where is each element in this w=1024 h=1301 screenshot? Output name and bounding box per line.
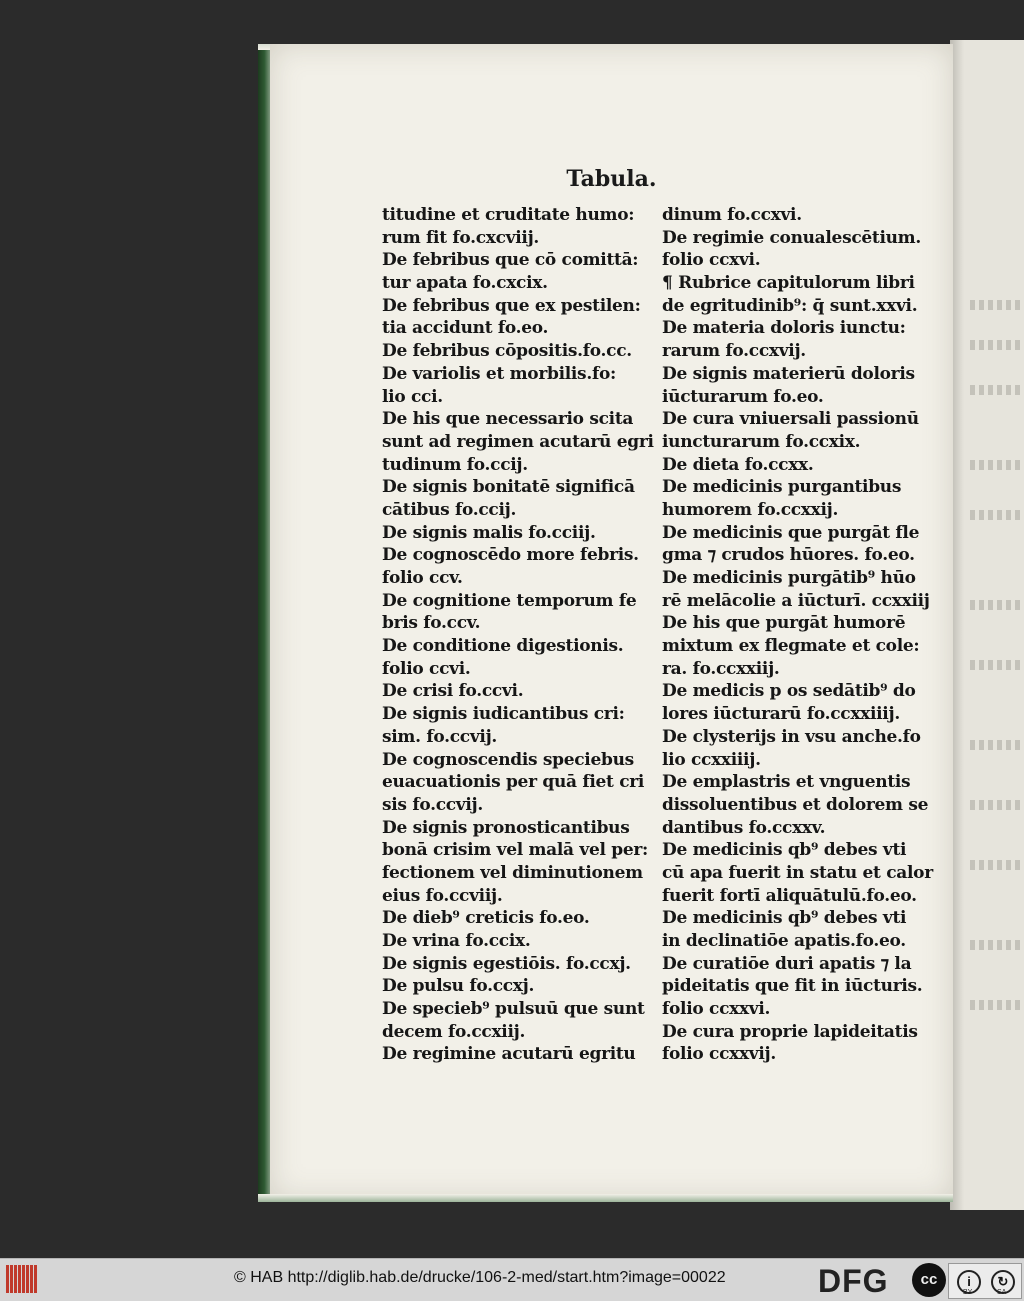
- text-line: folio ccxxvij.: [662, 1044, 777, 1065]
- text-line: De cognitione temporum fe: [382, 590, 637, 611]
- text-line: De materia doloris iunctu:: [662, 318, 906, 339]
- by-label: BY: [963, 1289, 973, 1296]
- text-line: De dieta fo.ccxx.: [662, 454, 814, 475]
- text-line: De curatiōe duri apatis ⁊ la: [662, 953, 912, 974]
- text-line: De cognoscēdo more febris.: [382, 545, 639, 566]
- text-line: lores iūcturarū fo.ccxxiiij.: [662, 704, 900, 725]
- text-line: tia accidunt fo.eo.: [382, 318, 549, 339]
- text-line: De crisi fo.ccvi.: [382, 681, 524, 702]
- text-line: De signis bonitatē significā: [382, 477, 635, 498]
- text-line: sim. fo.ccvij.: [382, 726, 498, 747]
- text-line: De medicinis purgantibus: [662, 477, 902, 498]
- text-line: De his que purgāt humorē: [662, 613, 906, 634]
- text-line: De medicinis qb⁹ debes vti: [662, 908, 907, 929]
- text-line: De febribus cōpositis.fo.cc.: [382, 341, 632, 362]
- text-line: tur apata fo.cxcix.: [382, 273, 548, 294]
- right-column: [662, 204, 938, 1066]
- text-line: bonā crisim vel malā vel per:: [382, 840, 648, 861]
- text-line: De specieb⁹ pulsuū que sunt: [382, 999, 645, 1020]
- text-line: De medicinis que purgāt fle: [662, 522, 920, 543]
- text-line: mixtum ex flegmate et cole:: [662, 636, 920, 657]
- text-line: bris fo.ccv.: [382, 613, 481, 634]
- text-line: titudine et cruditate humo:: [382, 205, 635, 225]
- text-line: ¶ Rubrice capitulorum libri: [662, 273, 915, 294]
- cc-logo-icon: cc: [912, 1263, 946, 1297]
- text-line: pideitatis que fit in iūcturis.: [662, 976, 923, 997]
- text-line: De his que necessario scita: [382, 409, 634, 430]
- by-person-icon: i: [957, 1270, 981, 1294]
- facing-page-edge: [950, 40, 1024, 1210]
- text-line: De medicis p os sedātib⁹ do: [662, 681, 916, 702]
- page-title: Tabula.: [566, 166, 657, 192]
- text-line: dantibus fo.ccxxv.: [662, 817, 826, 838]
- document-page: [270, 44, 953, 1200]
- text-line: De signis iudicantibus cri:: [382, 704, 625, 725]
- text-line: folio ccxvi.: [662, 250, 761, 271]
- text-line: cū apa fuerit in statu et calor: [662, 862, 933, 883]
- text-line: decem fo.ccxiij.: [382, 1021, 526, 1042]
- text-line: De variolis et morbilis.fo:: [382, 363, 616, 384]
- text-line: De signis materierū doloris: [662, 363, 915, 384]
- text-line: De regimine acutarū egritu: [382, 1044, 636, 1065]
- text-line: De regimie conualescētium.: [662, 227, 921, 248]
- text-line: lio ccxxiiij.: [662, 749, 761, 770]
- text-line: dinum fo.ccxvi.: [662, 205, 802, 225]
- sa-label: SA: [997, 1289, 1007, 1296]
- text-line: De febribus que ex pestilen:: [382, 295, 641, 316]
- share-alike-icon: ↻: [991, 1270, 1015, 1294]
- left-column: [382, 204, 658, 1066]
- text-line: De signis malis fo.cciij.: [382, 522, 596, 543]
- text-line: dissoluentibus et dolorem se: [662, 794, 929, 815]
- hab-logo-icon: [6, 1265, 46, 1295]
- text-line: De dieb⁹ creticis fo.eo.: [382, 908, 590, 929]
- text-line: ra. fo.ccxxiij.: [662, 658, 780, 679]
- text-line: fectionem vel diminutionem: [382, 862, 643, 883]
- text-line: De pulsu fo.ccxj.: [382, 976, 535, 997]
- text-line: folio ccvi.: [382, 658, 471, 679]
- text-line: De emplastris et vnguentis: [662, 772, 911, 793]
- text-line: De cura proprie lapideitatis: [662, 1021, 918, 1042]
- text-line: iuncturarum fo.ccxix.: [662, 431, 861, 452]
- text-line: sis fo.ccvij.: [382, 794, 483, 815]
- text-line: De febribus que cō comittā:: [382, 250, 639, 271]
- text-line: De cura vniuersali passionū: [662, 409, 919, 430]
- text-line: De clysterijs in vsu anche.fo: [662, 726, 921, 747]
- text-line: lio cci.: [382, 386, 443, 407]
- text-line: rum fit fo.cxcviij.: [382, 227, 540, 248]
- dfg-logo: DFG: [818, 1263, 889, 1299]
- text-line: De medicinis qb⁹ debes vti: [662, 840, 907, 861]
- text-line: De cognoscendis speciebus: [382, 749, 634, 770]
- text-line: sunt ad regimen acutarū egri: [382, 431, 654, 452]
- text-line: fuerit fortī aliquātulū.fo.eo.: [662, 885, 917, 906]
- footer-bar: [0, 1258, 1024, 1301]
- text-line: rē melācolie a iūcturī. ccxxiij: [662, 590, 930, 611]
- text-line: De signis pronosticantibus: [382, 817, 630, 838]
- text-line: de egritudinib⁹: q̄ sunt.xxvi.: [662, 295, 918, 316]
- copyright-link[interactable]: © HAB http://diglib.hab.de/drucke/106-2-med/start.htm?image=00022: [234, 1269, 726, 1286]
- text-line: De vrina fo.ccix.: [382, 931, 531, 951]
- text-line: folio ccxxvi.: [662, 999, 771, 1020]
- text-line: cātibus fo.ccij.: [382, 499, 517, 520]
- text-line: rarum fo.ccxvij.: [662, 341, 806, 362]
- text-line: folio ccv.: [382, 568, 463, 588]
- text-line: humorem fo.ccxxij.: [662, 499, 839, 520]
- text-line: De medicinis purgātib⁹ hūo: [662, 568, 916, 588]
- text-line: eius fo.ccviij.: [382, 885, 503, 906]
- text-line: euacuationis per quā fiet cri: [382, 772, 645, 793]
- text-line: in declinatiōe apatis.fo.eo.: [662, 931, 906, 951]
- text-line: De signis egestiōis. fo.ccxj.: [382, 953, 631, 974]
- cc-license-badge[interactable]: [948, 1263, 1022, 1299]
- text-line: iūcturarum fo.eo.: [662, 386, 824, 407]
- text-line: De conditione digestionis.: [382, 636, 624, 657]
- text-line: gma ⁊ crudos hūores. fo.eo.: [662, 545, 915, 566]
- text-line: tudinum fo.ccij.: [382, 454, 528, 475]
